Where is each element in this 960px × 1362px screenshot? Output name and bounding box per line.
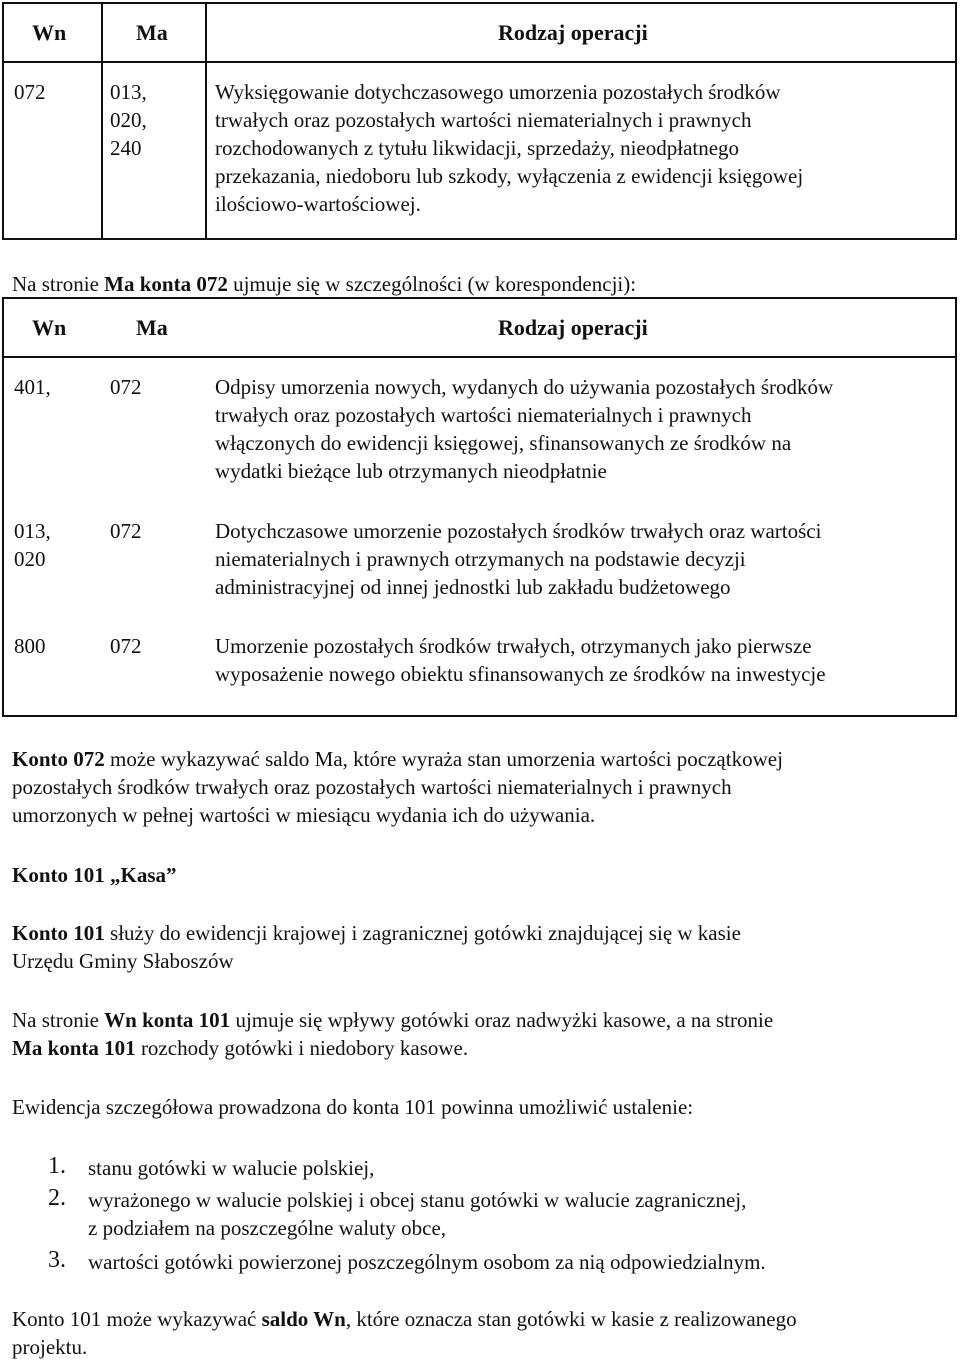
operation-line: Dotychczasowe umorzenie pozostałych środków trwałych oraz wartości <box>215 519 822 543</box>
intro-ma-072 <box>12 270 947 298</box>
text: Na stronie <box>12 1008 105 1032</box>
text: , które oznacza stan gotówki w kasie z realizowanego <box>345 1307 797 1331</box>
text: może wykazywać saldo Ma, które wyraża stan umorzenia wartości początkowej <box>104 747 783 771</box>
text-line: projektu. <box>12 1335 88 1359</box>
operation-line: wydatki bieżące lub otrzymanych nieodpłatnie <box>215 459 607 483</box>
cell-ma: 072 <box>110 634 142 658</box>
text: Na stronie <box>12 272 105 296</box>
header-operation: Rodzaj operacji <box>498 20 648 45</box>
operation-line: administracyjnej od innej jednostki lub zakładu budżetowego <box>215 575 731 599</box>
list-item-line: stanu gotówki w walucie polskiej, <box>88 1156 375 1180</box>
table-operations-wn-072 <box>2 2 957 240</box>
table-operations-ma-072 <box>2 297 957 717</box>
cell-operation <box>215 78 803 218</box>
table-header <box>4 299 955 358</box>
text: ujmuje się wpływy gotówki oraz nadwyżki kasowe, a na stronie <box>230 1008 774 1032</box>
bold-text: Konto 072 <box>12 747 105 771</box>
text: Konto 101 może wykazywać <box>12 1307 262 1331</box>
paragraph-saldo-072 <box>12 745 947 829</box>
paragraph-saldo-101 <box>12 1305 947 1361</box>
header-ma: Ma <box>136 315 168 340</box>
paragraph-konto-101 <box>12 919 947 975</box>
table-header <box>4 4 955 63</box>
bold-text: Konto 101 <box>12 921 105 945</box>
text-line: Urzędu Gminy Słaboszów <box>12 949 234 973</box>
wn-line: 020 <box>14 547 46 571</box>
operation-line: przekazania, niedoboru lub szkody, wyłączenia z ewidencji księgowej <box>215 164 804 188</box>
operation-line: rozchodowanych z tytułu likwidacji, sprzedaży, nieodpłatnego <box>215 136 740 160</box>
wn-line: 013, <box>14 519 51 543</box>
bold-text: Wn konta 101 <box>104 1008 231 1032</box>
operation-line: Umorzenie pozostałych środków trwałych, otrzymanych jako pierwsze <box>215 634 812 658</box>
paragraph-wn-ma-101 <box>12 1006 947 1062</box>
cell-wn: 401, <box>14 375 51 399</box>
text-line: umorzonych w pełnej wartości w miesiącu wydania ich do używania. <box>12 803 596 827</box>
operation-line: trwałych oraz pozostałych wartości niematerialnych i prawnych <box>215 403 752 427</box>
text: służy do ewidencji krajowej i zagranicznej gotówki znajdującej się w kasie <box>104 921 741 945</box>
header-operation: Rodzaj operacji <box>498 315 648 340</box>
list-number: 2. <box>48 1185 66 1211</box>
cell-ma: 072 <box>110 375 142 399</box>
header-wn: Wn <box>32 315 67 340</box>
cell-wn: 072 <box>14 80 46 104</box>
ma-line: 013, <box>110 80 147 104</box>
list-item-line: wartości gotówki powierzonej poszczególnym osobom za nią odpowiedzialnym. <box>88 1250 766 1274</box>
cell-ma: 072 <box>110 519 142 543</box>
bold-text: Ma konta 101 <box>12 1036 136 1060</box>
text: ujmuje się w szczególności (w korespondencji): <box>227 272 637 296</box>
list-item <box>88 1186 746 1242</box>
paragraph-ewidencja: Ewidencja szczegółowa prowadzona do konta 101 powinna umożliwić ustalenie: <box>12 1095 694 1119</box>
operation-line: Odpisy umorzenia nowych, wydanych do używania pozostałych środków <box>215 375 834 399</box>
text: rozchody gotówki i niedobory kasowe. <box>135 1036 469 1060</box>
cell-operation <box>215 517 821 601</box>
header-ma: Ma <box>136 20 168 45</box>
operation-line: włączonych do ewidencji księgowej, sfinansowanych ze środków na <box>215 431 792 455</box>
ma-line: 020, <box>110 108 147 132</box>
cell-operation <box>215 373 833 485</box>
operation-line: trwałych oraz pozostałych wartości niematerialnych i prawnych <box>215 108 752 132</box>
cell-wn <box>14 517 51 573</box>
cell-wn: 800 <box>14 634 46 658</box>
list-number: 3. <box>48 1247 66 1273</box>
list-item-line: wyrażonego w walucie polskiej i obcej stanu gotówki w walucie zagranicznej, <box>88 1188 747 1212</box>
list-item <box>88 1154 374 1182</box>
text-line: pozostałych środków trwałych oraz pozostałych wartości niematerialnych i prawnych <box>12 775 732 799</box>
header-wn: Wn <box>32 20 67 45</box>
operation-line: Wyksięgowanie dotychczasowego umorzenia pozostałych środków <box>215 80 781 104</box>
ma-line: 240 <box>110 136 142 160</box>
bold-text: Ma konta 072 <box>104 272 228 296</box>
list-number: 1. <box>48 1153 66 1179</box>
list-item <box>88 1248 766 1276</box>
bold-text: saldo Wn <box>261 1307 346 1331</box>
list-item-line: z podziałem na poszczególne waluty obce, <box>88 1216 447 1240</box>
operation-line: wyposażenie nowego obiektu sfinansowanych ze środków na inwestycje <box>215 662 826 686</box>
cell-ma <box>110 78 147 162</box>
operation-line: ilościowo-wartościowej. <box>215 192 421 216</box>
heading-konto-101: Konto 101 „Kasa” <box>12 863 177 887</box>
cell-operation <box>215 632 826 688</box>
operation-line: niematerialnych i prawnych otrzymanych na podstawie decyzji <box>215 547 746 571</box>
